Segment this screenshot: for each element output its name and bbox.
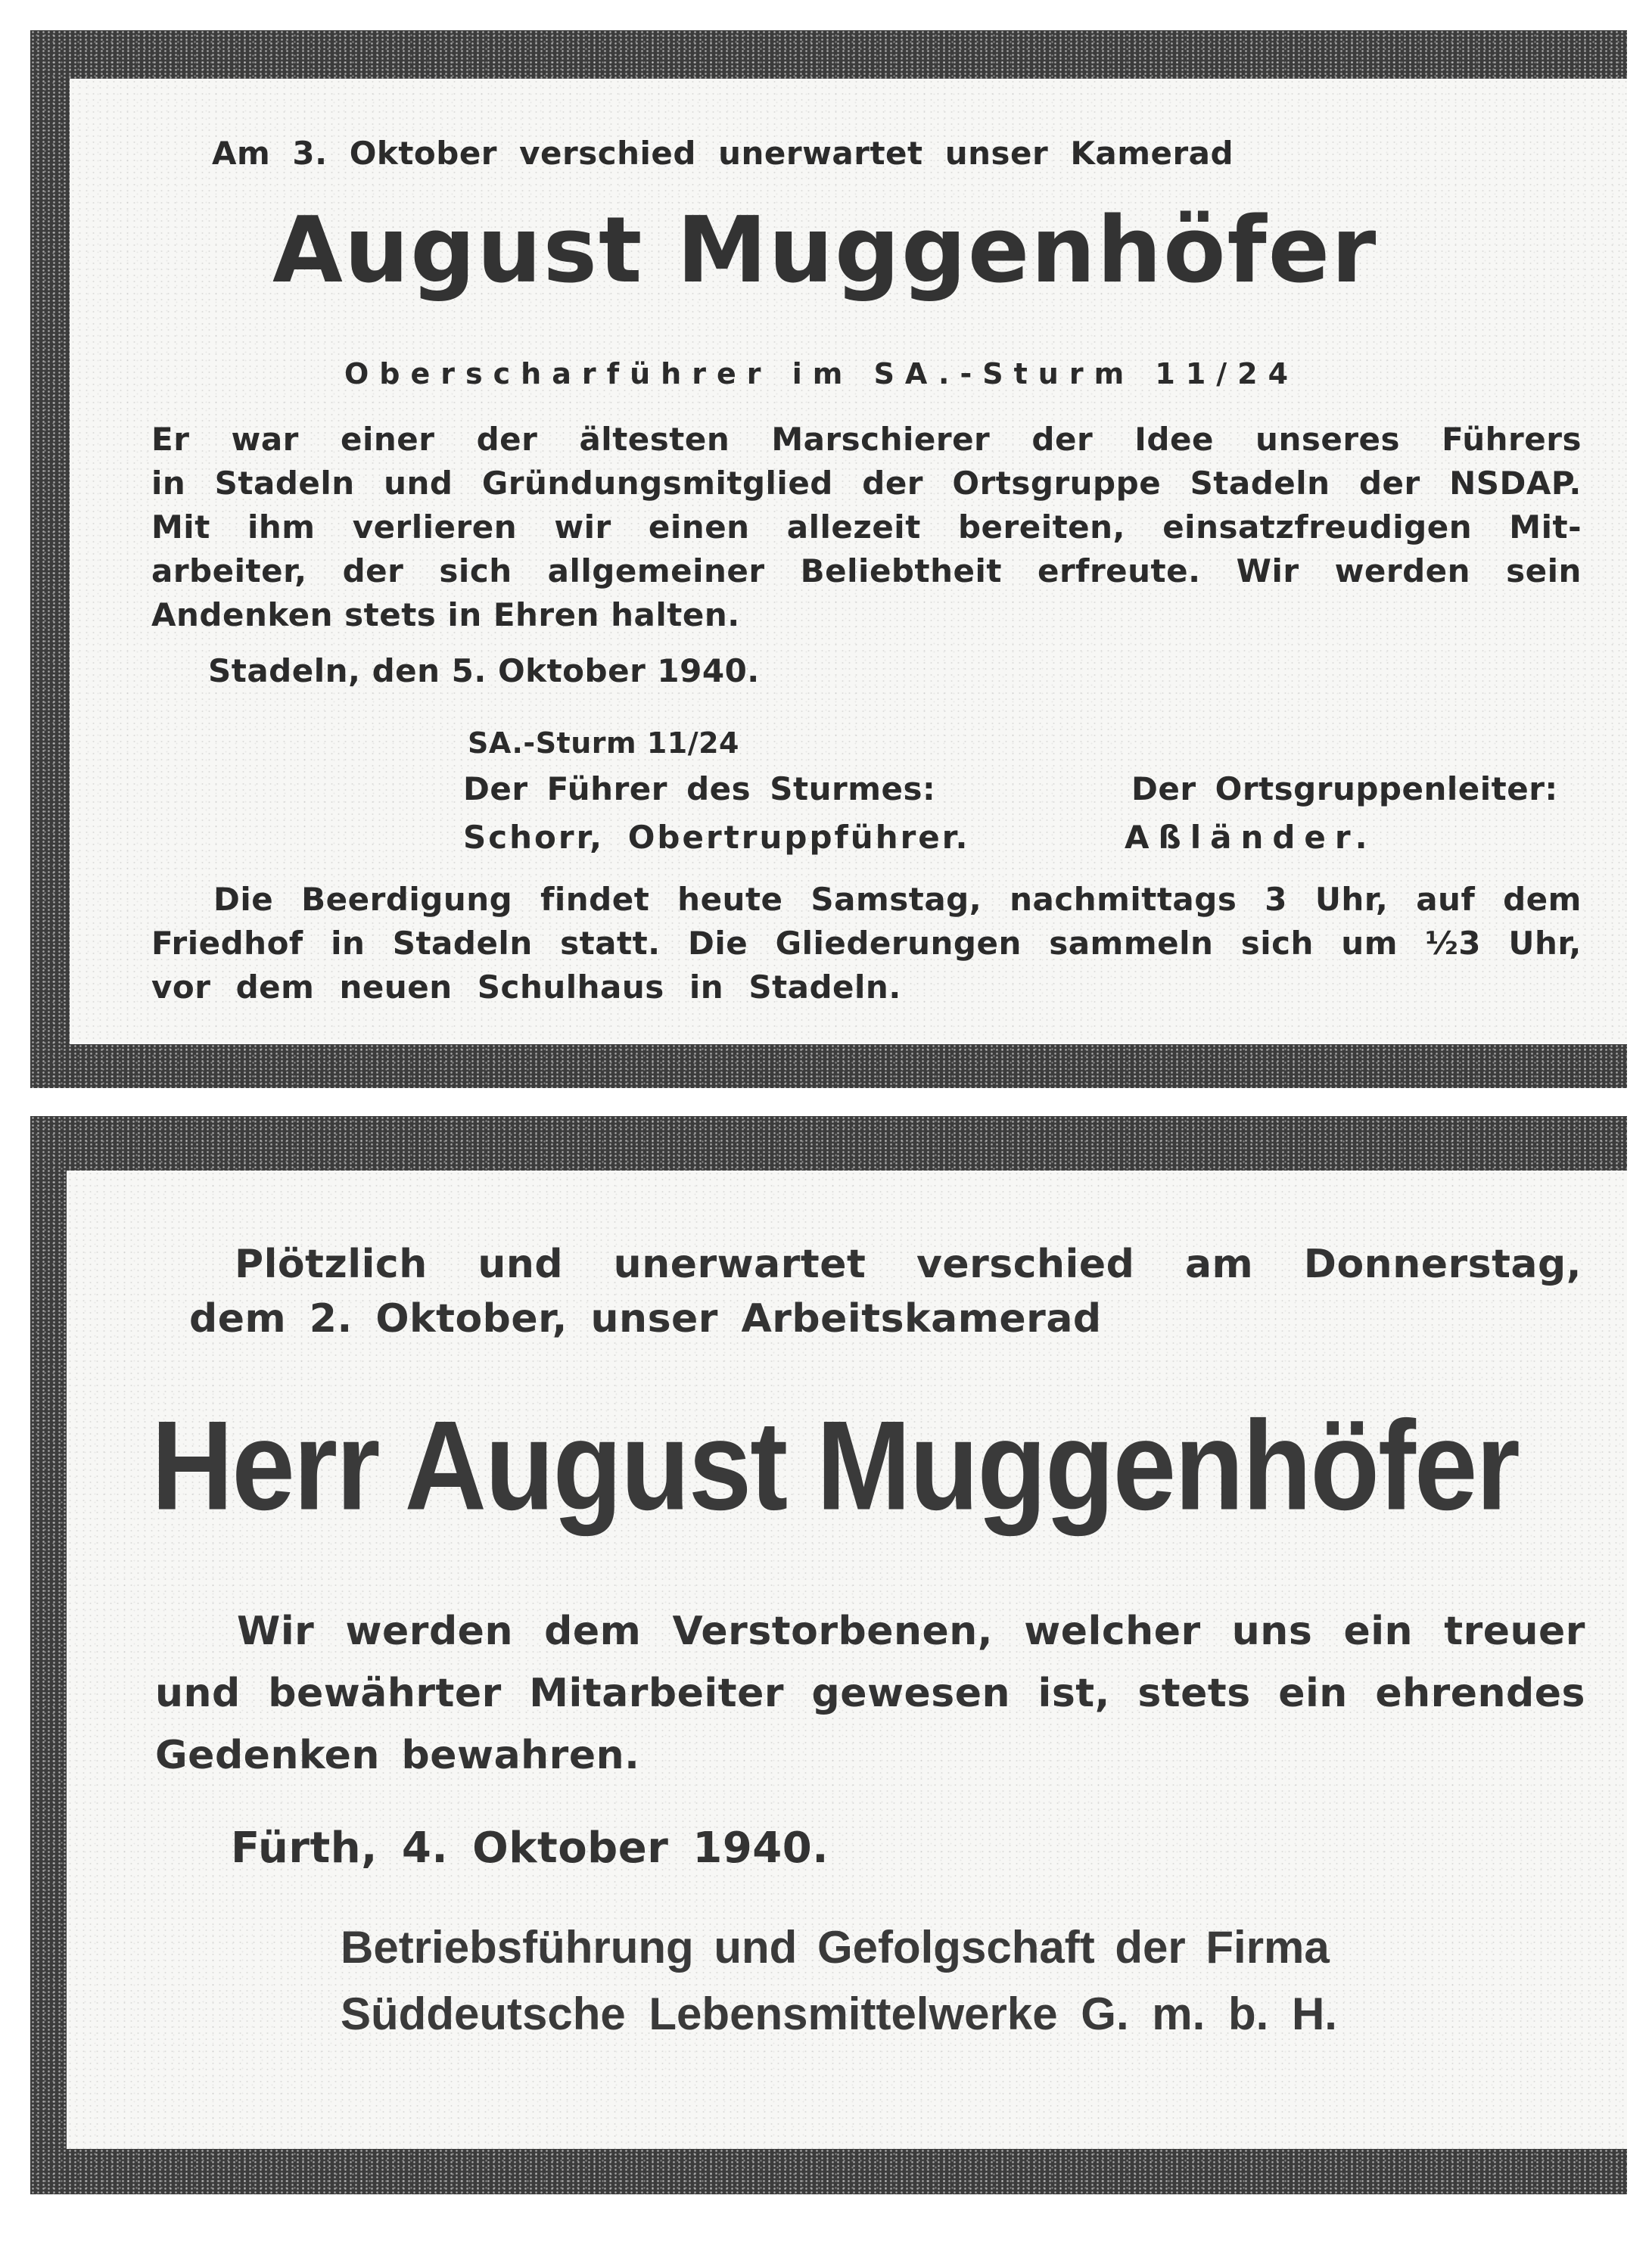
notice1-place-date: Stadeln, den 5. Oktober 1940. [208,652,760,689]
intro-line: Plötzlich und unerwartet verschied am Donnerstag, [235,1242,1582,1287]
notice1-intro: Am 3. Oktober verschied unerwartet unser Kamerad [212,135,1234,172]
notice1-rank: Oberscharführer im SA.-Sturm 11/24 [344,357,1299,390]
notice1-sig-right-title: Der Ortsgruppenleiter: [1131,770,1558,807]
left-border-bar-1 [30,30,70,1044]
notice1-sig-right-name: Aßländer. [1125,819,1377,856]
notice2-company [341,1914,1589,2048]
body-line: arbeiter, der sich allgemeiner Beliebtheit erfreute. Wir werden sein [151,552,1582,589]
left-border-bar-2 [30,1116,67,2153]
notice2-intro [189,1237,1582,1346]
funeral-line: Friedhof in Stadeln statt. Die Gliederungen sammeln sich um ½3 Uhr, [151,925,1582,962]
middle-border-bar-lower [30,1116,1627,1171]
notice1-sig-unit: SA.-Sturm 11/24 [468,726,739,760]
body-line: Gedenken bewahren. [155,1733,640,1778]
bottom-border-bar [30,2149,1627,2194]
body-line: Mit ihm verlieren wir einen allezeit bereiten, einsatzfreudigen Mit- [151,508,1582,546]
notice2-name: Herr August Muggenhöfer [151,1394,1519,1537]
top-border-bar [30,30,1627,79]
notice1-name: August Muggenhöfer [272,198,1378,303]
body-line: Wir werden dem Verstorbenen, welcher uns ein treuer [237,1609,1585,1654]
body-line: Andenken stets in Ehren halten. [151,596,740,633]
company-line: Süddeutsche Lebensmittelwerke G. m. b. H. [341,1989,1337,2039]
funeral-line: Die Beerdigung findet heute Samstag, nachmittags 3 Uhr, auf dem [213,881,1582,918]
notice2-place-date: Fürth, 4. Oktober 1940. [231,1824,829,1873]
company-line: Betriebsführung und Gefolgschaft der Firma [341,1922,1330,1973]
body-line: und bewährter Mitarbeiter gewesen ist, stets ein ehrendes [155,1671,1585,1716]
middle-border-bar-upper [30,1044,1627,1088]
notice1-body [151,418,1582,637]
notice1-sig-left-name: Schorr, Obertruppführer. [463,819,970,856]
notice2-body [155,1600,1585,1786]
funeral-line: vor dem neuen Schulhaus in Stadeln. [151,969,901,1006]
intro-line: dem 2. Oktober, unser Arbeitskamerad [189,1296,1102,1342]
body-line: in Stadeln und Gründungsmitglied der Ortsgruppe Stadeln der NSDAP. [151,465,1582,502]
body-line: Er war einer der ältesten Marschierer der Idee unseres Führers [151,421,1582,458]
notice1-sig-left-title: Der Führer des Sturmes: [463,770,936,807]
notice1-funeral [151,878,1582,1009]
